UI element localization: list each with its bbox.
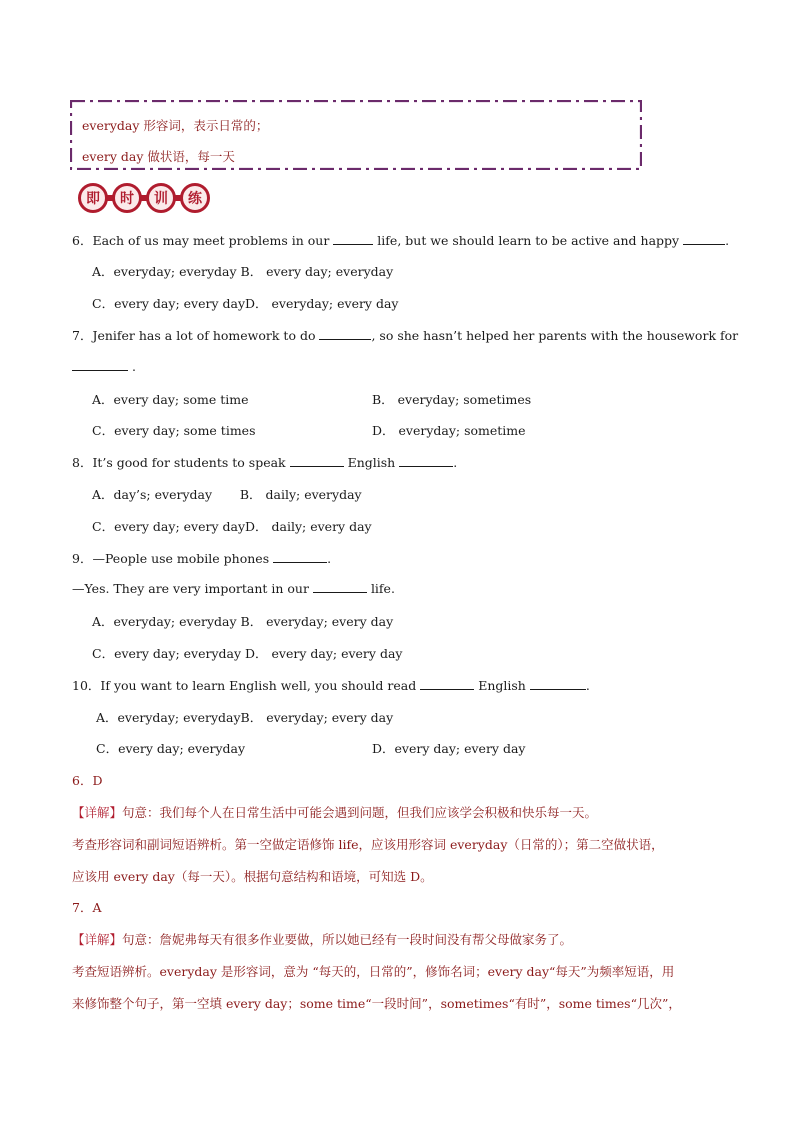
- note-term-everyday: everyday: [82, 118, 140, 133]
- badge-char-4: 练: [180, 183, 210, 213]
- note-desc-everyday: 形容词，表示日常的；: [139, 118, 269, 133]
- q10-blank-1: [420, 677, 474, 690]
- q6-stem: 6．Each of us may meet problems in our life, but we should learn to be active and happy .: [72, 233, 730, 248]
- q10-option-d: D．every day; every day: [372, 741, 526, 756]
- q10-options-ab: A．everyday; everydayB． everyday; every day: [96, 710, 394, 725]
- note-term-every-day: every day: [82, 149, 144, 164]
- q6-options-ab: A．everyday; everyday B． every day; everyday: [92, 264, 394, 279]
- answer-6-explanation-1: 考查形容词和副词短语辨析。第一空做定语修饰 life，应该用形容词 everyday（日常的）；第二空做状语，: [72, 837, 664, 852]
- q9-stem-2: —Yes. They are very important in our life.: [72, 581, 395, 596]
- answer-7-explanation-1: 考查短语辨析。everyday 是形容词，意为 “每天的，日常的”，修饰名词；every day“每天”为频率短语，用: [72, 964, 675, 979]
- q7-blank-2: [72, 358, 128, 371]
- note-desc-every-day: 做状语，每一天: [143, 149, 235, 164]
- answer-7-detail: 【详解】句意：詹妮弗每天有很多作业要做，所以她已经有一段时间没有帮父母做家务了。: [72, 932, 573, 947]
- badge-char-2: 时: [112, 183, 142, 213]
- answer-6-label: 6．D: [72, 773, 103, 788]
- q8-blank-1: [290, 454, 344, 467]
- q9-blank-1: [273, 550, 327, 563]
- q7-option-a: A．every day; some time: [92, 392, 249, 407]
- q8-blank-2: [399, 454, 453, 467]
- note-box: [70, 100, 642, 170]
- q6-blank-1: [333, 232, 373, 245]
- q9-blank-2: [313, 580, 367, 593]
- q7-option-c: C．every day; some times: [92, 423, 256, 438]
- detail-tag: 【详解】: [72, 932, 123, 947]
- q7-option-d: D． everyday; sometime: [372, 423, 526, 438]
- q7-blank-1: [319, 327, 371, 340]
- answer-6-detail: 【详解】句意：我们每个人在日常生活中可能会遇到问题，但我们应该学会积极和快乐每一天。: [72, 805, 598, 820]
- detail-tag: 【详解】: [72, 805, 123, 820]
- badge-char-3: 训: [146, 183, 176, 213]
- q6-options-cd: C．every day; every dayD． everyday; every day: [92, 296, 399, 311]
- q6-blank-2: [683, 232, 725, 245]
- q9-options-ab: A．everyday; everyday B． everyday; every day: [92, 614, 394, 629]
- answer-7-label: 7．A: [72, 900, 102, 915]
- q7-option-b: B． everyday; sometimes: [372, 392, 532, 407]
- q8-options-cd: C．every day; every dayD． daily; every day: [92, 519, 372, 534]
- q9-stem: 9．—People use mobile phones .: [72, 551, 332, 566]
- q10-blank-2: [530, 677, 586, 690]
- q9-options-cd: C．every day; everyday D． every day; every day: [92, 646, 403, 661]
- section-badge: [78, 183, 218, 215]
- q8-options-ab: A．day’s; everyday B． daily; everyday: [92, 487, 362, 502]
- badge-char-1: 即: [78, 183, 108, 213]
- q10-option-c: C．every day; everyday: [96, 741, 246, 756]
- note-line-everyday: [82, 116, 268, 134]
- answer-6-explanation-2: 应该用 every day（每一天）。根据句意结构和语境，可知选 D。: [72, 869, 433, 884]
- q7-stem-cont: .: [72, 358, 136, 374]
- answer-7-explanation-2: 来修饰整个句子，第一空填 every day；some time“一段时间”，sometimes“有时”，some times“几次”，: [72, 996, 681, 1011]
- note-line-every-day: [82, 147, 235, 165]
- q10-stem: 10．If you want to learn English well, you should read English .: [72, 678, 590, 693]
- q8-stem: 8．It’s good for students to speak English .: [72, 455, 458, 470]
- q7-stem: 7．Jenifer has a lot of homework to do , so she hasn’t helped her parents with the housework for: [72, 328, 739, 343]
